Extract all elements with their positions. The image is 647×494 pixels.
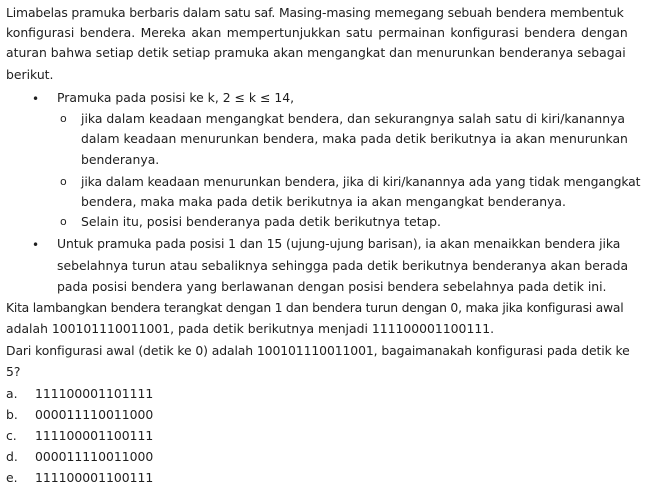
rule2-line-2: sebelahnya turun atau sebaliknya sehingga pada detik berikutnya benderanya akan berada: [57, 258, 629, 273]
intro-line-3: aturan bahwa setiap detik setiap pramuka akan mengangkat dan menurunkan benderanya sebagai: [6, 45, 626, 60]
rule1-sub3-marker: o: [60, 215, 67, 228]
option-letter: b.: [6, 407, 18, 422]
option-value: 111100001100111: [35, 428, 154, 443]
rule1-sub1-marker: o: [60, 112, 67, 125]
rule1-sub3-line-1: Selain itu, posisi benderanya pada detik berikutnya tetap.: [81, 214, 441, 229]
rule1-sub2-line-2: bendera, maka maka pada detik berikutnya ia akan mengangkat benderanya.: [81, 194, 566, 209]
question-line-2: 5?: [6, 364, 21, 379]
rule1-sub2-line-1: jika dalam keadaan menurunkan bendera, jika di kiri/kanannya ada yang tidak mengangkat: [81, 174, 641, 189]
option-value: 000011110011000: [35, 407, 154, 422]
option-letter: d.: [6, 449, 18, 464]
rule2-bullet: •: [32, 238, 40, 252]
intro-line-2: konfigurasi bendera. Mereka akan mempertunjukkan satu permainan konfigurasi bendera dengan: [6, 25, 628, 40]
rule2-line-3: pada posisi bendera yang berlawanan dengan posisi bendera sebelahnya pada detik ini.: [57, 279, 607, 294]
option-value: 111100001100111: [35, 470, 154, 485]
example-line-2: adalah 100101110011001, pada detik berikutnya menjadi 111100001100111.: [6, 321, 495, 336]
rule1-label: Pramuka pada posisi ke k, 2 ≤ k ≤ 14,: [57, 90, 295, 105]
question-line-1: Dari konfigurasi awal (detik ke 0) adalah 100101110011001, bagaimanakah konfigurasi pada detik ke: [6, 343, 630, 358]
rule1-sub1-line-3: benderanya.: [81, 152, 160, 167]
intro-line-1: Limabelas pramuka berbaris dalam satu saf. Masing-masing memegang sebuah bendera membentuk: [6, 5, 624, 20]
option-value: 111100001101111: [35, 386, 154, 401]
intro-line-4: berikut.: [6, 67, 54, 82]
rule2-line-1: Untuk pramuka pada posisi 1 dan 15 (ujung-ujung barisan), ia akan menaikkan bendera jika: [57, 236, 621, 251]
rule1-sub1-line-2: dalam keadaan menurunkan bendera, maka pada detik berikutnya ia akan menurunkan: [81, 131, 628, 146]
rule1-sub2-marker: o: [60, 175, 67, 188]
option-letter: c.: [6, 428, 17, 443]
example-line-1: Kita lambangkan bendera terangkat dengan 1 dan bendera turun dengan 0, maka jika konfigurasi awal: [6, 300, 624, 315]
option-value: 000011110011000: [35, 449, 154, 464]
rule1-sub1-line-1: jika dalam keadaan mengangkat bendera, dan sekurangnya salah satu di kiri/kanannya: [81, 111, 626, 126]
option-letter: a.: [6, 386, 18, 401]
rule1-bullet: •: [32, 92, 40, 106]
option-letter: e.: [6, 470, 18, 485]
